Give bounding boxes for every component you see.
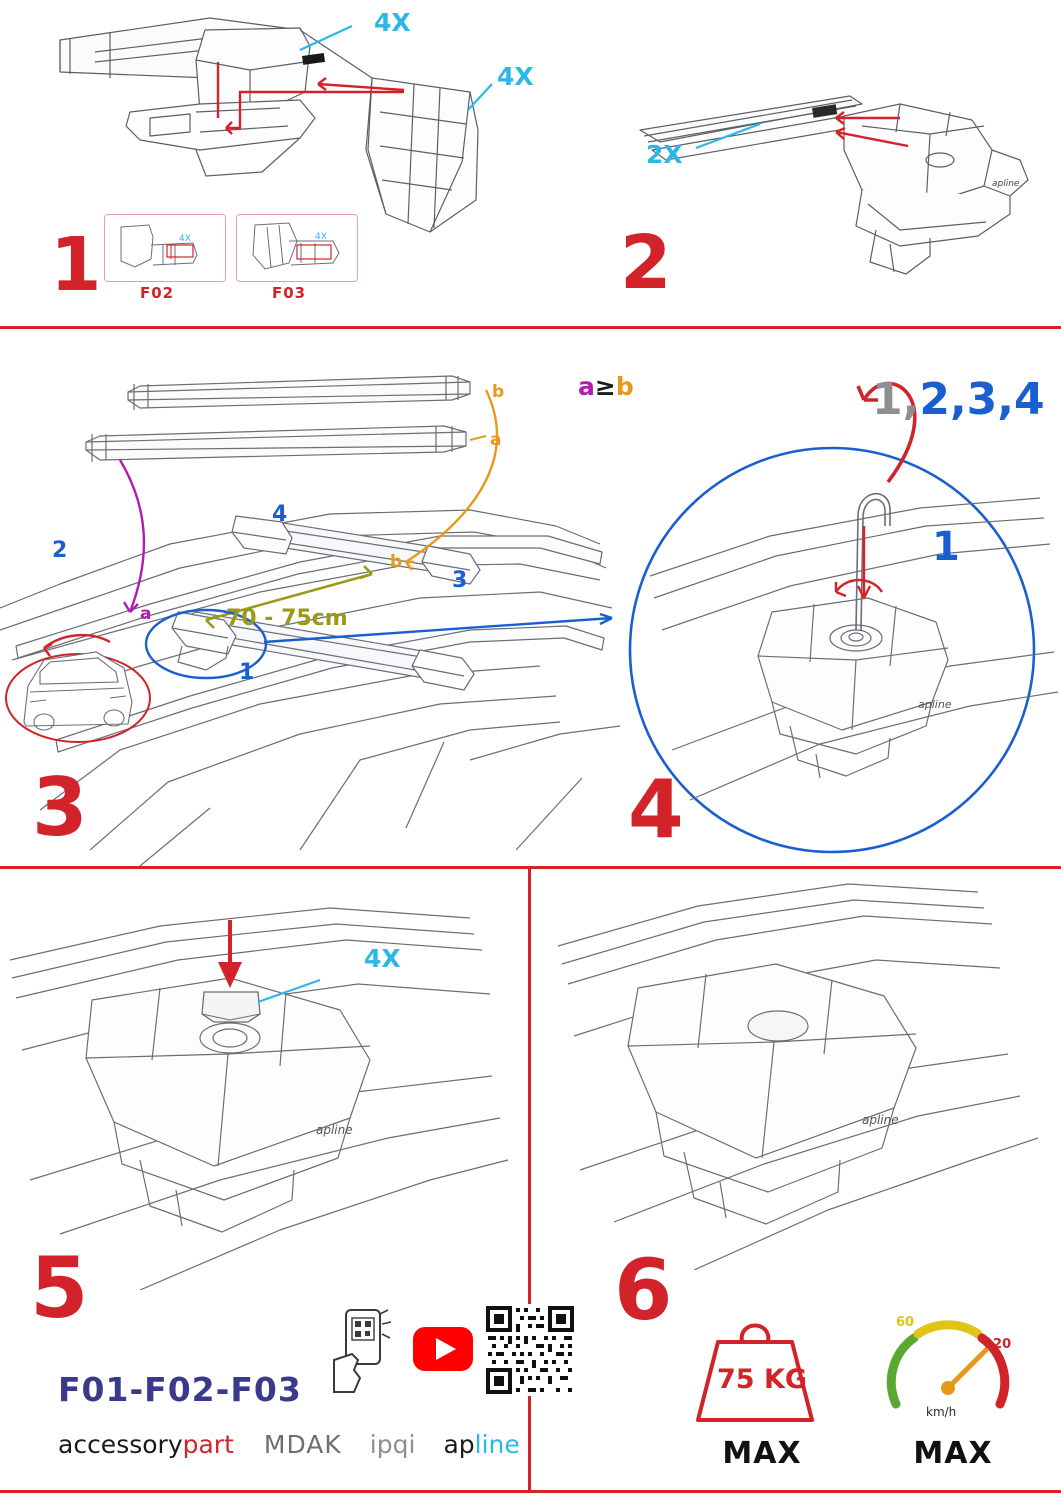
variant-label-f02: F02 (140, 284, 175, 302)
callout-tighten-order: 1,2,3,4 (872, 374, 1045, 425)
svg-text:4X: 4X (179, 234, 191, 244)
qr-code (484, 1304, 576, 1396)
divider-1 (0, 326, 1061, 329)
variant-box-f03 (236, 214, 358, 282)
svg-text:apline: apline (992, 179, 1020, 189)
callout-position-4: 4 (272, 502, 288, 527)
brand-accessorypart-a: accessory (58, 1429, 183, 1459)
step-3-panel (0, 330, 634, 866)
step-1-panel (0, 0, 600, 326)
brand-mdak-a: MD (263, 1429, 307, 1459)
step-number-2: 2 (620, 220, 672, 306)
svg-text:4X: 4X (315, 232, 327, 242)
brand-ipqi-b: qi (392, 1429, 416, 1459)
max-speed-label: MAX (913, 1436, 993, 1471)
callout-2x: 2X (646, 140, 683, 169)
callout-4x-a: 4X (374, 8, 411, 37)
callout-position-3: 3 (452, 568, 468, 593)
brand-mdak (264, 1430, 342, 1459)
callout-5-4x: 4X (364, 944, 401, 973)
step-number-3: 3 (32, 761, 88, 854)
svg-text:apline: apline (316, 1123, 353, 1137)
max-weight-value: 75 KG (716, 1364, 808, 1395)
max-weight-label: MAX (722, 1436, 802, 1471)
brand-ipqi-a: ip (369, 1429, 393, 1459)
callout-distance: 70 - 75cm (226, 606, 348, 631)
brand-accessorypart (58, 1430, 234, 1459)
svg-text:km/h: km/h (926, 1405, 957, 1419)
step-6-illustration-panel (528, 870, 1061, 1270)
step-3-illustration (0, 330, 620, 866)
brand-apline (443, 1430, 519, 1459)
brand-apline-b: line (474, 1429, 520, 1459)
callout-b-lower: b (390, 552, 403, 572)
step-number-6: 6 (614, 1241, 673, 1339)
svg-text:60: 60 (896, 1315, 915, 1330)
divider-3 (0, 1490, 1061, 1493)
callout-a-upper: a (490, 430, 502, 450)
variant-label-f03: F03 (272, 284, 307, 302)
brand-ipqi (370, 1430, 416, 1459)
callout-position-2: 2 (52, 538, 68, 563)
brand-accessorypart-b: part (182, 1429, 234, 1459)
svg-text:120: 120 (984, 1337, 1012, 1352)
callout-position-1: 1 (239, 660, 255, 685)
brand-mdak-b: AK (306, 1429, 342, 1459)
brand-row (58, 1424, 518, 1464)
svg-text:apline: apline (918, 698, 952, 711)
max-speed-gauge-icon (878, 1300, 1018, 1430)
scan-qr-hand-icon (328, 1308, 394, 1398)
step-number-1: 1 (50, 222, 102, 308)
product-code-text: F01-F02-F03 (58, 1370, 302, 1409)
callout-b-upper: b (492, 382, 505, 402)
callout-a-lower: a (140, 604, 152, 624)
callout-step4-one: 1 (932, 524, 960, 570)
step-2-panel (600, 0, 1061, 326)
callout-4x-b: 4X (497, 62, 534, 91)
step-number-5: 5 (30, 1239, 89, 1337)
svg-text:apline: apline (862, 1113, 899, 1127)
brand-apline-a: ap (443, 1429, 475, 1459)
variant-box-f02 (104, 214, 226, 282)
youtube-icon[interactable] (412, 1326, 474, 1372)
step-number-4: 4 (628, 763, 684, 856)
step-5-illustration (0, 870, 528, 1290)
step-4-panel (620, 330, 1061, 866)
callout-a-ge-b: a≥b (578, 372, 634, 401)
step-6-illustration (528, 870, 1061, 1270)
